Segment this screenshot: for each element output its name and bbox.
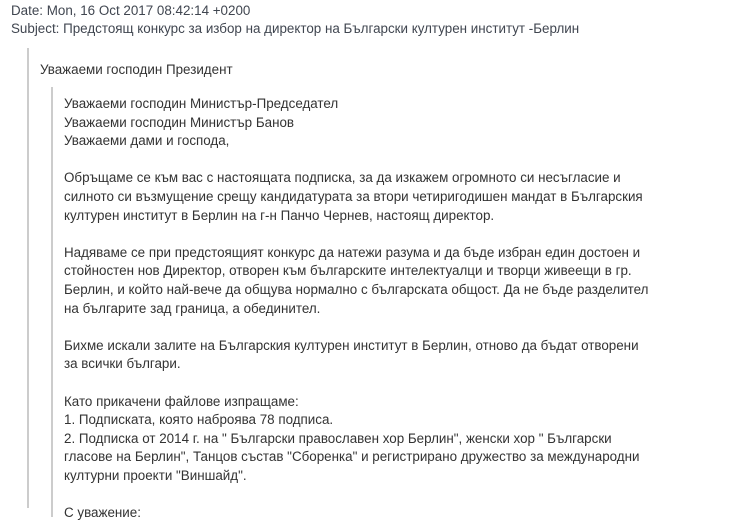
attachments-line: културни проекти "Виншайд". — [64, 467, 247, 483]
closing-paragraph — [64, 504, 738, 523]
paragraph-line: силното си възмущение срещу кандидатурата за втори четиригодишен мандат в Българския — [64, 188, 643, 204]
paragraph-2 — [64, 244, 738, 318]
attachments-line: 1. Подписката, която наброява 78 подписа. — [64, 412, 334, 428]
paragraph-line: Надяваме се при предстоящият конкурс да натежи разума и да бъде избран един достоен и — [64, 244, 641, 260]
paragraph-line: Обръщаме се към вас с настоящата подписка, за да изкажем огромното си несъгласие и — [64, 170, 621, 186]
paragraph-3 — [64, 337, 738, 374]
paragraph-line: стойностен нов Директор, отворен към българските интелектуалци и творци живеещи в гр. — [64, 263, 632, 279]
email-headers — [11, 2, 579, 38]
attachments-line: гласове на Берлин", Танцов състав "Сборенка" и регистрирано дружество за международни — [64, 449, 640, 465]
quoted-message-inner — [51, 87, 738, 521]
salutation-line: Уважаеми дами и господа, — [64, 133, 230, 149]
email-date: Date: Mon, 16 Oct 2017 08:42:14 +0200 — [11, 3, 251, 18]
greeting-line: Уважаеми господин Президент — [40, 62, 233, 77]
paragraph-line: Берлин, и който най-вече да общува нормално с българската общост. Да не бъде разделител — [64, 281, 649, 297]
paragraph-1 — [64, 169, 738, 225]
letter-body — [64, 95, 738, 523]
email-subject: Subject: Предстоящ конкурс за избор на директор на Български културен институт -Берлин — [11, 21, 580, 36]
salutations — [64, 95, 738, 151]
attachments-line: 2. Подписка от 2014 г. на " Български православен хор Берлин", женски хор " Български — [64, 430, 612, 446]
salutation-line: Уважаеми господин Министър-Председател — [64, 96, 339, 111]
paragraph-line: културен институт в Берлин на г-н Панчо Чернев, настоящ директор. — [64, 207, 495, 223]
attachments-line: Като прикачени файлове изпращаме: — [64, 393, 299, 409]
quoted-message-outer — [27, 48, 738, 521]
attachments-paragraph — [64, 393, 738, 486]
paragraph-line: за всички българи. — [64, 356, 181, 372]
salutation-line: Уважаеми господин Министър Банов — [64, 114, 295, 130]
closing-line: С уважение: — [64, 505, 141, 521]
paragraph-line: Бихме искали залите на Българския културен институт в Берлин, отново да бъдат отворени — [64, 337, 639, 353]
paragraph-line: на българите зад граница, а обединител. — [64, 300, 321, 316]
